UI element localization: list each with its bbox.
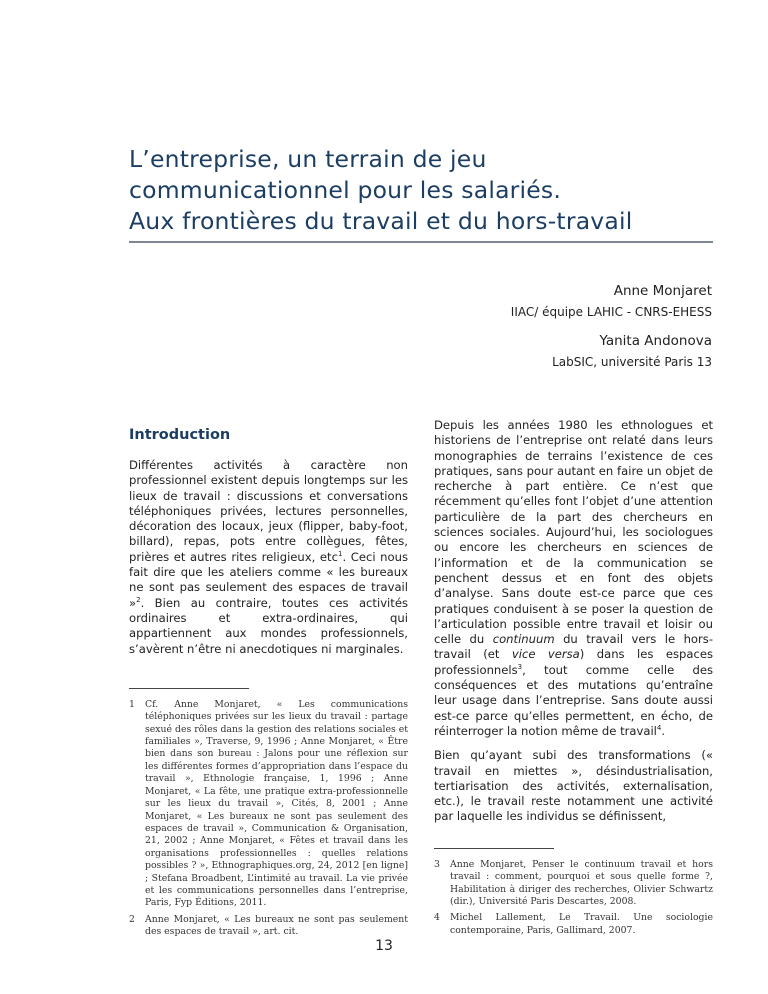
title-line-3: Aux frontières du travail et du hors-travail [129, 207, 633, 235]
author-affiliation-1: IIAC/ équipe LAHIC - CNRS-EHESS [510, 305, 712, 319]
footnote-ref-4[interactable]: 4 [656, 724, 662, 733]
footnote-ref-2[interactable]: 2 [136, 595, 141, 604]
title-line-2: communicationnel pour les salariés. [129, 176, 562, 204]
title-divider [129, 241, 713, 243]
author-name-1: Anne Monjaret [613, 283, 712, 299]
article-title [129, 144, 729, 237]
author-affiliation-2: LabSIC, université Paris 13 [552, 355, 712, 369]
footnote-4: 4 Michel Lallement, Le Travail. Une sociologie contemporaine, Paris, Gallimard, 2007. [434, 912, 713, 936]
right-paragraph-1: Depuis les années 1980 les ethnologues et historiens de l’entreprise ont relaté dans leurs monographies de terrains l’existence de ces pratiques, sans pour autant en faire un objet de recherche à part entière. Ce n’est que récemment qu’elles font l’objet d’une attention particulière de la part des chercheurs en sciences sociales. Aujourd’hui, les sociologues ou encore les chercheurs en sciences de l’information et de la communication se penchent dessus et en font des objets d’analyse. Sans doute est-ce parce que ces pratiques conduisent à se poser la question de l’articulation possible entre travail et loisir ou celle du continuum du travail vers le hors-travail (et vice versa) dans les espaces professionnels$^3$, tout comme celle des conséquences et des mutations qu’entraîne leur usage dans l’entreprise. Sans doute aussi est-ce parce qu’elles permettent, en écho, de réinterroger la notion même de travail$^4$. [434, 418, 714, 738]
right-paragraph-2: Bien qu’ayant subi des transformations (« travail en miettes », désindustrialisation, tertiarisation des activités, externalisation, etc.), le travail reste notamment une activité par laquelle les individus se définissent, [434, 748, 713, 824]
footnote-1: 1 Cf. Anne Monjaret, « Les communications téléphoniques privées sur les lieux du travail : partage sexué des rôles dans la gestion des relations sociales et familiales », Traverse, 9, 1996 ; Anne Monjaret, « Être bien dans son bureau : Jalons pour une réflexion sur les différentes formes d’appropriation dans l’espace du travail », Ethnologie française, 1, 1996 ; Anne Monjaret, « La fête, une pratique extra-professionnelle sur les lieux du travail », Cités, 8, 2001 ; Anne Monjaret, « Les bureaux ne sont pas seulement des espaces de travail », Communication & Organisation, 21, 2002 ; Anne Monjaret, « Fêtes et travail dans les organisations professionnelles : quelles relations possibles ? », Ethnographiques.org, 24, 2012 [en ligne] ; Stefana Broadbent, L’intimité au travail. La vie privée et les communications personnelles dans l’entreprise, Paris, Fyp Éditions, 2011. [129, 698, 408, 909]
left-column [129, 426, 408, 943]
right-column [434, 418, 713, 941]
footnote-3: 3 Anne Monjaret, Penser le continuum travail et hors travail : comment, pourquoi et sous quelle forme ?, Habilitation à diriger des recherches, Olivier Schwartz (dir.), Université Paris Descartes, 2008. [434, 858, 713, 907]
footnote-divider [129, 688, 249, 689]
title-line-1: L’entreprise, un terrain de jeu [129, 145, 487, 173]
footnote-ref-3[interactable]: 3 [517, 662, 523, 671]
page-number: 13 [375, 938, 393, 954]
author-name-2: Yanita Andonova [599, 333, 712, 349]
footnote-ref-1[interactable]: 1 [337, 549, 343, 558]
footnote-2: 2 Anne Monjaret, « Les bureaux ne sont pas seulement des espaces de travail », art. cit. [129, 913, 408, 938]
footnote-divider-right [434, 848, 554, 849]
section-heading: Introduction [129, 427, 231, 443]
intro-paragraph: Différentes activités à caractère non professionnel existent depuis longtemps sur les lieux de travail : discussions et conversations téléphoniques privées, lectures personnelles, décoration des locaux, jeux (flipper, baby-foot, billard), repas, pots entre collègues, fêtes, prières et autres rites religieux, etc$^1$. Ceci nous fait dire que les ateliers comme « les bureaux ne sont pas seulement des espaces de travail »$^2$. Bien au contraire, toutes ces activités ordinaires et extra-ordinaires, qui appartiennent aux mondes professionnels, s’avèrent n’être ni anecdotiques ni marginales. [129, 458, 408, 656]
